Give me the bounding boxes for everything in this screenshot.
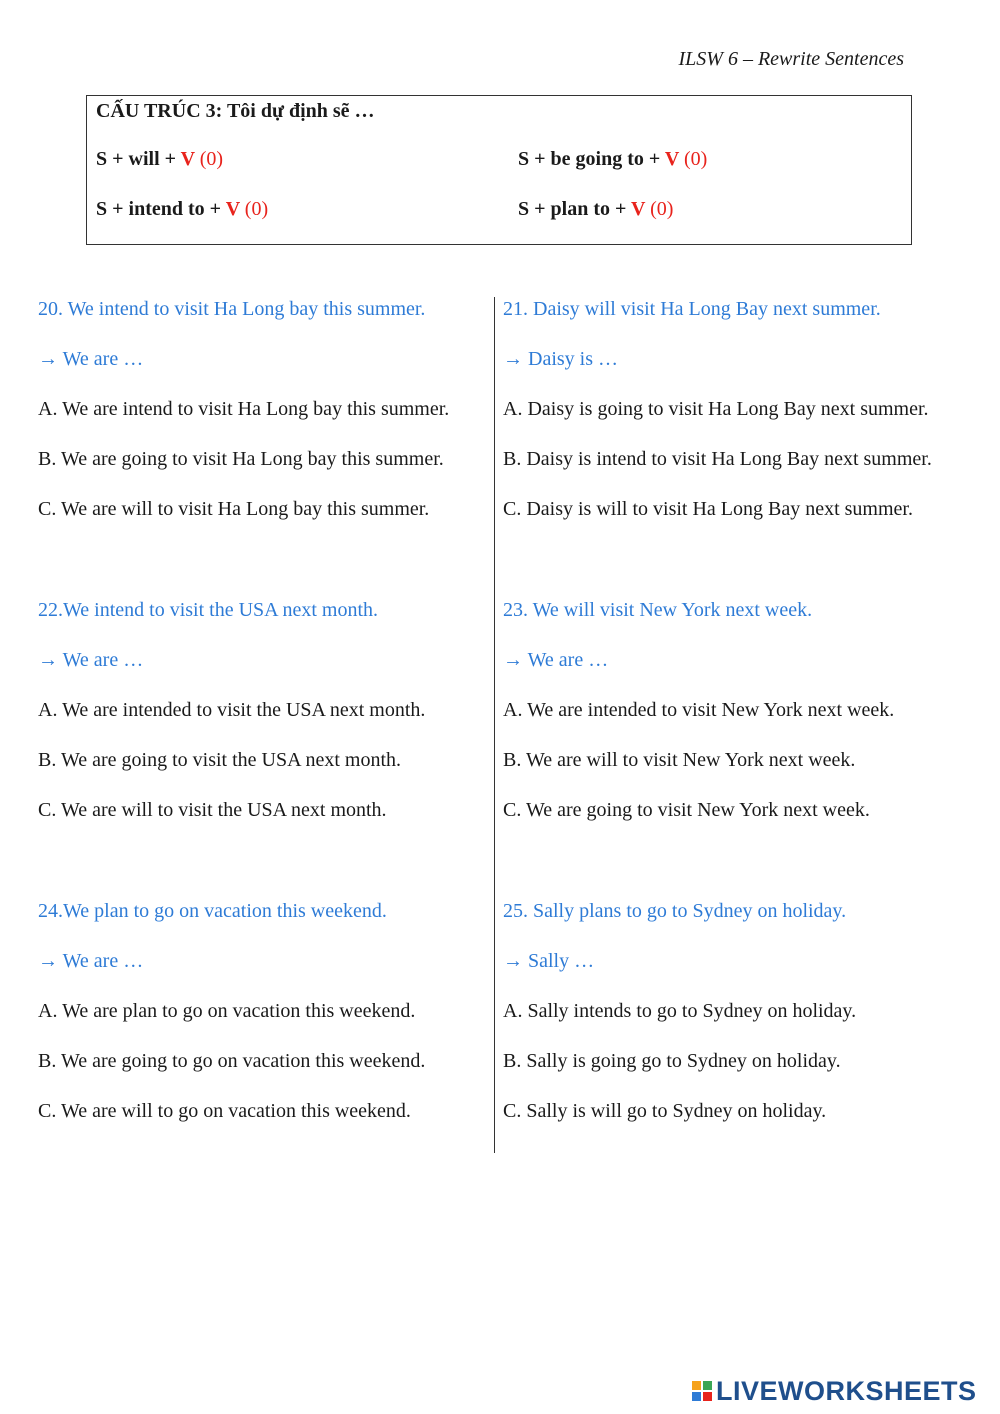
question-cue: → We are … xyxy=(503,649,609,671)
option-a[interactable]: A. Daisy is going to visit Ha Long Bay next summer. xyxy=(503,398,929,420)
option-c[interactable]: C. We are will to go on vacation this weekend. xyxy=(38,1100,411,1122)
question-prompt: 20. We intend to visit Ha Long bay this summer. xyxy=(38,298,426,320)
option-a[interactable]: A. We are intended to visit New York next week. xyxy=(503,699,895,721)
option-c[interactable]: C. We are going to visit New York next week. xyxy=(503,799,870,821)
logo-square-icon xyxy=(692,1392,701,1401)
formula-plan-to: S + plan to + V (0) xyxy=(518,198,674,220)
logo-square-icon xyxy=(703,1381,712,1390)
option-c[interactable]: C. Daisy is will to visit Ha Long Bay next summer. xyxy=(503,498,913,520)
structure-title: CẤU TRÚC 3: Tôi dự định sẽ … xyxy=(96,100,375,122)
formula-intend-to: S + intend to + V (0) xyxy=(96,198,269,220)
formula-be-going-to: S + be going to + V (0) xyxy=(518,148,708,170)
question-prompt: 22.We intend to visit the USA next month. xyxy=(38,599,379,621)
formula-will: S + will + V (0) xyxy=(96,148,224,170)
logo-text: LIVEWORKSHEETS xyxy=(716,1375,977,1406)
column-divider xyxy=(494,297,495,1153)
option-a[interactable]: A. Sally intends to go to Sydney on holiday. xyxy=(503,1000,857,1022)
liveworksheets-logo-icon xyxy=(692,1381,712,1401)
option-c[interactable]: C. We are will to visit the USA next month. xyxy=(38,799,387,821)
option-c[interactable]: C. We are will to visit Ha Long bay this summer. xyxy=(38,498,430,520)
option-b[interactable]: B. We are going to visit the USA next month. xyxy=(38,749,401,771)
option-b[interactable]: B. We are going to visit Ha Long bay this summer. xyxy=(38,448,444,470)
option-b[interactable]: B. Daisy is intend to visit Ha Long Bay next summer. xyxy=(503,448,932,470)
option-b[interactable]: B. Sally is going go to Sydney on holiday. xyxy=(503,1050,841,1072)
option-a[interactable]: A. We are intended to visit the USA next month. xyxy=(38,699,426,721)
option-c[interactable]: C. Sally is will go to Sydney on holiday. xyxy=(503,1100,827,1122)
question-prompt: 21. Daisy will visit Ha Long Bay next summer. xyxy=(503,298,881,320)
option-a[interactable]: A. We are intend to visit Ha Long bay this summer. xyxy=(38,398,450,420)
question-cue: → Sally … xyxy=(503,950,595,972)
question-prompt: 25. Sally plans to go to Sydney on holiday. xyxy=(503,900,847,922)
document-header: ILSW 6 – Rewrite Sentences xyxy=(678,48,904,70)
question-cue: → We are … xyxy=(38,950,144,972)
structure-box xyxy=(86,95,912,245)
question-cue: → We are … xyxy=(38,348,144,370)
question-prompt: 23. We will visit New York next week. xyxy=(503,599,813,621)
option-b[interactable]: B. We are going to go on vacation this weekend. xyxy=(38,1050,426,1072)
option-b[interactable]: B. We are will to visit New York next week. xyxy=(503,749,856,771)
logo-square-icon xyxy=(703,1392,712,1401)
question-cue: → Daisy is … xyxy=(503,348,618,370)
option-a[interactable]: A. We are plan to go on vacation this weekend. xyxy=(38,1000,416,1022)
logo-square-icon xyxy=(692,1381,701,1390)
liveworksheets-logo xyxy=(692,1374,992,1408)
question-cue: → We are … xyxy=(38,649,144,671)
question-prompt: 24.We plan to go on vacation this weekend. xyxy=(38,900,387,922)
